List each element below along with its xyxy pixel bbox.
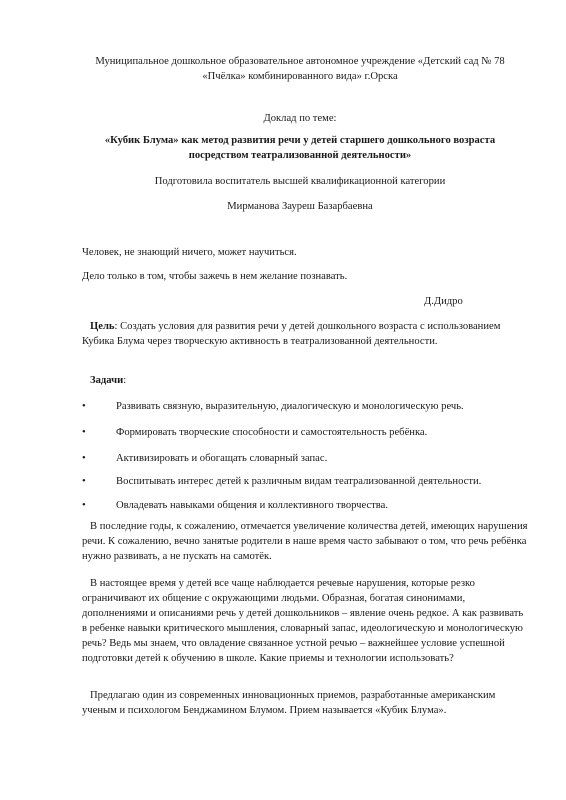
body-paragraph: В последние годы, к сожалению, отмечается увеличение количества детей, имеющих нарушения речи. К сожалению, вечно занятые родители в наше время часто забывают о том, что речь ребёнка нужно развивать, а не пускать на самотёк. <box>82 521 528 563</box>
prepared-by: Подготовила воспитатель высшей квалификационной категории <box>154 176 446 187</box>
goal-text: : Создать условия для развития речи у детей дошкольного возраста с использованием Кубика Блума через творческую активность в театрализованной деятельности. <box>82 321 501 348</box>
tasks-label: Задачи <box>90 375 124 386</box>
report-title-line-1: «Кубик Блума» как метод развития речи у детей старшего дошкольного возраста <box>104 135 496 146</box>
task-text: Воспитывать интерес детей к различным видам театрализованной деятельности. <box>116 476 482 487</box>
institution-header <box>70 54 530 84</box>
epigraph-author: Д.Дидро <box>424 296 463 307</box>
goal-label: Цель <box>90 321 115 332</box>
goal-paragraph <box>82 319 522 349</box>
task-text: Активизировать и обогащать словарный запас. <box>116 453 328 464</box>
epigraph-line-2: Дело только в том, чтобы зажечь в нем желание познавать. <box>82 271 348 282</box>
body-paragraph: Предлагаю один из современных инновационных приемов, разработанные американским ученым и психологом Бенджамином Блумом. Прием называется «Кубик Блума». <box>82 690 496 717</box>
task-text: Развивать связную, выразительную, диалогическую и монологическую речь. <box>116 401 464 412</box>
bullet-icon: • <box>82 476 86 487</box>
bullet-icon: • <box>82 453 86 464</box>
epigraph-line-1: Человек, не знающий ничего, может научиться. <box>82 247 297 258</box>
bullet-icon: • <box>82 401 86 412</box>
report-title <box>60 133 540 163</box>
tasks-heading <box>90 373 126 388</box>
author-name: Мирманова Зауреш Базарбаевна <box>227 201 373 212</box>
bullet-icon: • <box>82 500 86 511</box>
task-text: Формировать творческие способности и самостоятельность ребёнка. <box>116 427 428 438</box>
task-text: Овладевать навыками общения и коллективного творчества. <box>116 500 388 511</box>
body-paragraph: В настоящее время у детей все чаще наблюдается речевые нарушения, которые резко ограничивают их общение с окружающими людьми. Образная, богатая синонимами, дополнениями и описаниями речь у детей дошкольников – явление очень редкое. А как развивать в ребенке навыки критического мышления, словарный запас, идеологическую и монологическую речь? Ведь мы знаем, что овладение связанное устной речью – важнейшее условие успешной подготовки детей к обучению в школе. Какие приемы и технологии использовать? <box>82 578 524 665</box>
bullet-icon: • <box>82 427 86 438</box>
institution-line-2: «Пчёлка» комбинированного вида» г.Орска <box>202 71 398 83</box>
tasks-colon: : <box>123 375 127 386</box>
report-title-line-2: посредством театрализованной деятельности» <box>188 150 412 162</box>
institution-line-1: Муниципальное дошкольное образовательное автономное учреждение «Детский сад № 78 <box>95 56 505 67</box>
topic-label: Доклад по теме: <box>263 113 337 124</box>
